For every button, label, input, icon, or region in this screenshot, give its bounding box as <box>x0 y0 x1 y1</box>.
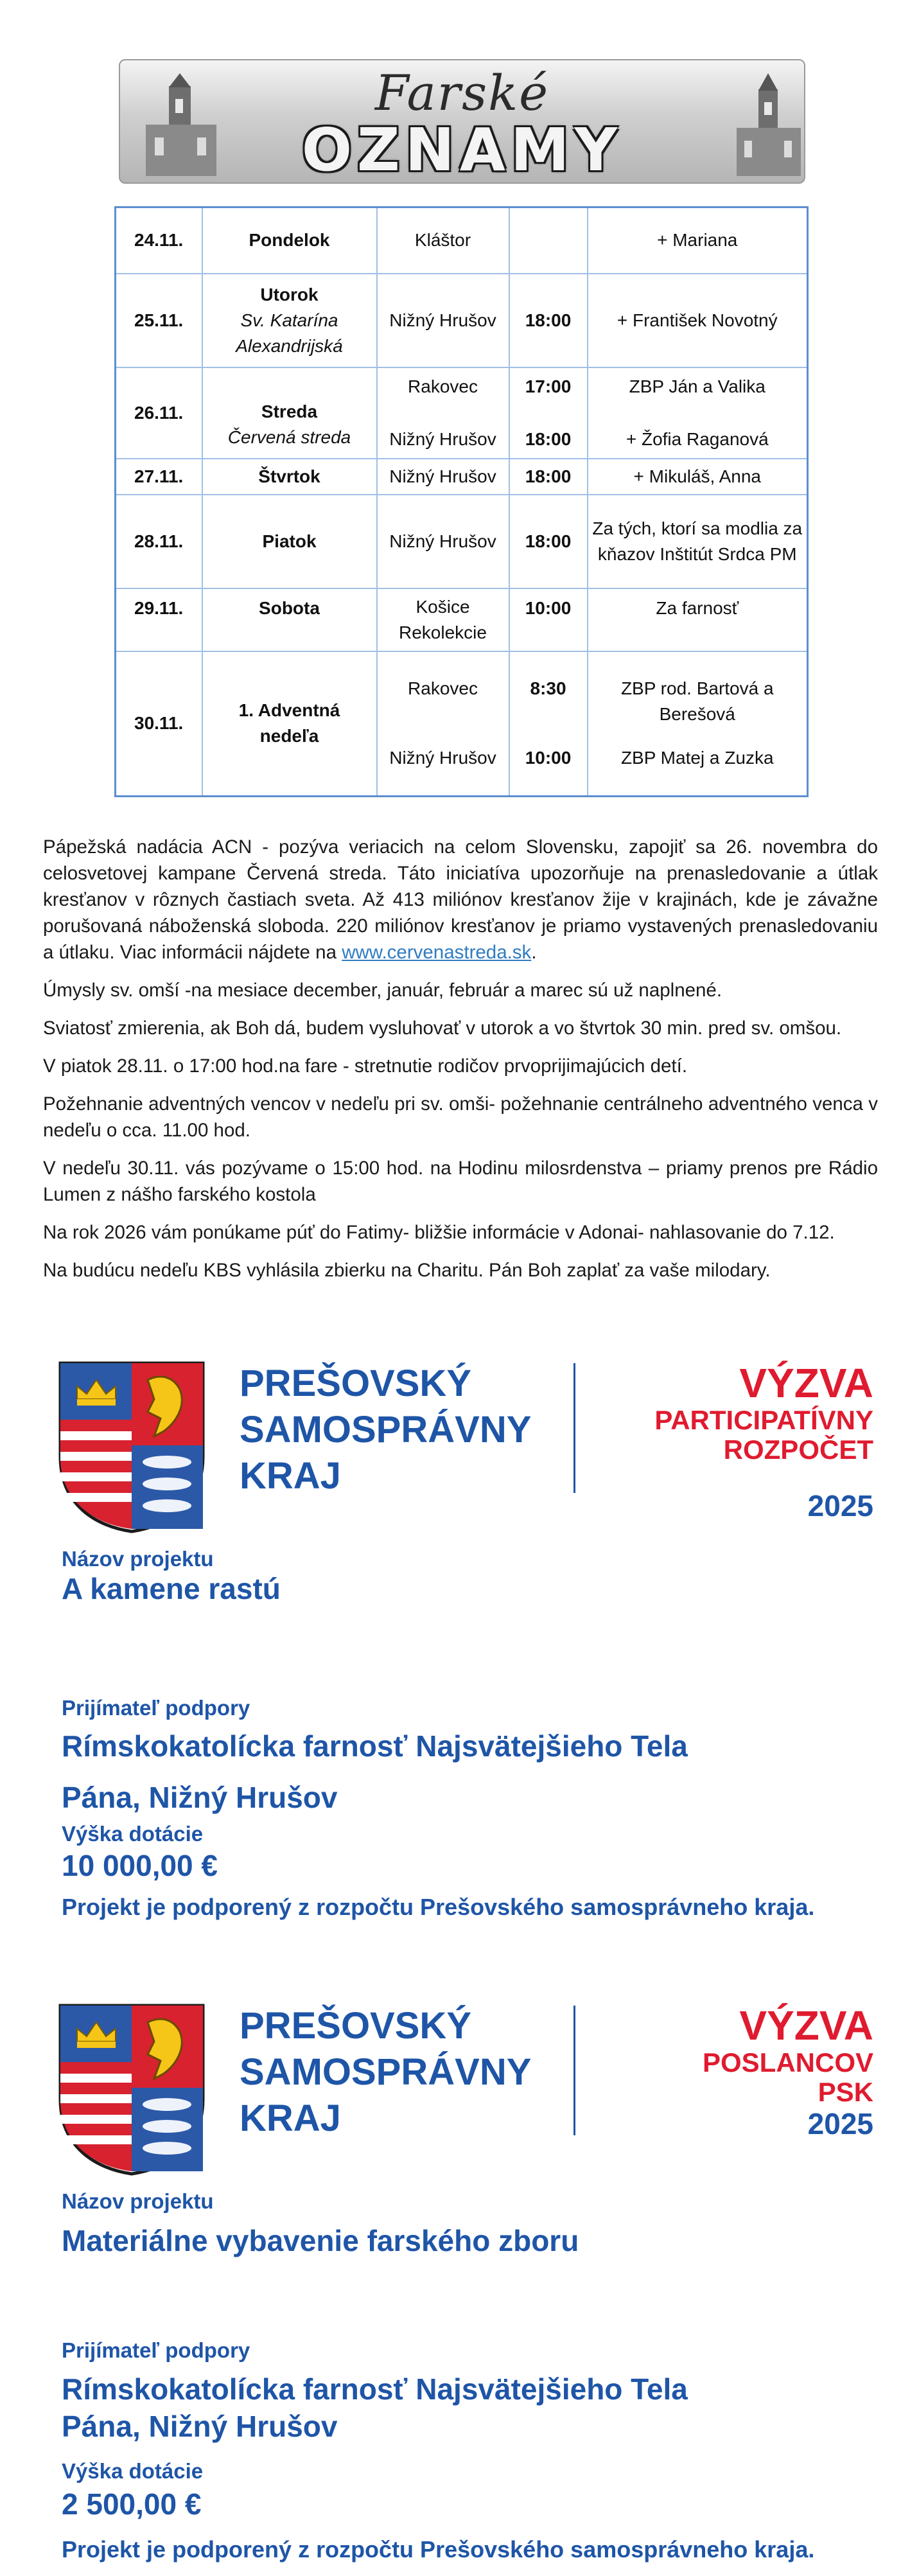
region-line: SAMOSPRÁVNY <box>240 2051 532 2093</box>
call-title <box>703 2003 873 2140</box>
intention-second: ZBP Matej a Zuzka <box>620 748 774 768</box>
call-line-3: PSK <box>818 2077 873 2107</box>
row-day <box>202 459 377 495</box>
announcement-fatima: Na rok 2026 vám ponúkame púť do Fatimy- bližšie informácie v Adonai- nahlasovanie do 7.12. <box>43 1222 835 1243</box>
row-intention <box>588 651 808 797</box>
recipient-label: Prijímateľ podpory <box>62 1696 250 1720</box>
cervena-streda-link[interactable]: www.cervenastreda.sk <box>342 942 532 963</box>
table-row <box>116 495 808 588</box>
psk-coat-of-arms-icon <box>58 1361 206 1534</box>
support-footer: Projekt je podporený z rozpočtu Prešovského samosprávneho kraja. <box>62 1894 815 1920</box>
announcement-acn-end: . <box>531 942 537 963</box>
mass-schedule-table <box>114 206 809 797</box>
row-day <box>202 367 377 459</box>
row-date: 25.11. <box>116 274 202 367</box>
call-year: 2025 <box>807 1489 873 1522</box>
header-caps-word: OZNAMY <box>301 116 623 184</box>
recipient-name <box>62 2370 688 2445</box>
region-name <box>240 1361 531 1499</box>
row-date: 28.11. <box>116 495 202 588</box>
row-date: 29.11. <box>116 588 202 651</box>
divider <box>573 2006 575 2135</box>
psk-grant-deputies <box>58 2003 873 2568</box>
recipient-line: Pána, Nižný Hrušov <box>62 1781 338 1814</box>
row-intention <box>588 367 808 459</box>
divider <box>573 1363 575 1493</box>
amount-value: 10 000,00 € <box>62 1849 218 1882</box>
region-line: KRAJ <box>240 2097 341 2139</box>
row-day <box>202 207 377 274</box>
table-row <box>116 367 808 459</box>
row-time: 18:00 <box>509 495 588 588</box>
row-intention: + František Novotný <box>588 274 808 367</box>
day-name: Štvrtok <box>258 466 320 486</box>
table-row <box>116 459 808 495</box>
row-intention: + Mariana <box>588 207 808 274</box>
project-label: Názov projektu <box>62 1547 214 1571</box>
feast-name: Sv. Katarína Alexandrijská <box>236 310 343 356</box>
row-place: Košice Rekolekcie <box>377 588 509 651</box>
call-line-1: VÝZVA <box>739 2002 873 2049</box>
row-date: 24.11. <box>116 207 202 274</box>
row-time: 10:00 <box>509 588 588 651</box>
row-date: 30.11. <box>116 651 202 797</box>
table-row <box>116 207 808 274</box>
recipient-line: Pána, Nižný Hrušov <box>62 2410 338 2443</box>
place-first: Rakovec <box>408 678 478 699</box>
announcement-acn-text: Pápežská nadácia ACN - pozýva veriacich na celom Slovensku, zapojiť sa 26. novembra do celosvetovej kampane Červená streda. Táto iniciatíva upozorňuje na prenasledovanie a útlak kresťanov v rôznych častiach sveta. Až 413 miliónov kresťanov žije v krajinách, kde je závažne porušovaná náboženská sloboda. 220 miliónov kresťanov je priamo vystavených prenasledovaniu a útlaku. Viac informácii nájdete na <box>43 836 878 963</box>
row-place: Nižný Hrušov <box>377 274 509 367</box>
project-name: Materiálne vybavenie farského zboru <box>62 2224 579 2257</box>
row-time: 18:00 <box>509 459 588 495</box>
announcement-mass-intentions: Úmysly sv. omší -na mesiace december, január, február a marec sú už naplnené. <box>43 980 722 1001</box>
row-day <box>202 495 377 588</box>
day-name: Piatok <box>262 531 317 551</box>
row-date: 26.11. <box>116 367 202 459</box>
row-place <box>377 651 509 797</box>
psk-grant-participative <box>58 1361 873 1926</box>
recipient-line: Rímskokatolícka farnosť Najsvätejšieho Tela <box>62 2372 688 2406</box>
time-first: 8:30 <box>530 678 566 699</box>
call-title <box>654 1361 873 1522</box>
place-second: Nižný Hrušov <box>389 428 496 449</box>
header-banner <box>119 59 805 184</box>
place-second: Nižný Hrušov <box>389 748 496 768</box>
call-line-2: POSLANCOV <box>702 2047 873 2078</box>
row-day <box>202 588 377 651</box>
region-line: PREŠOVSKÝ <box>240 2005 471 2047</box>
row-intention: + Mikuláš, Anna <box>588 459 808 495</box>
amount-label: Výška dotácie <box>62 2459 204 2483</box>
day-name: Utorok <box>260 284 319 304</box>
feast-name: Červená streda <box>227 427 351 447</box>
project-name: A kamene rastú <box>62 1572 281 1605</box>
call-line-1: VÝZVA <box>739 1360 873 1406</box>
row-time: 18:00 <box>509 274 588 367</box>
announcement-charity: Na budúcu nedeľu KBS vyhlásila zbierku na Charitu. Pán Boh zaplať za vaše milodary. <box>43 1260 771 1281</box>
row-place: Kláštor <box>377 207 509 274</box>
time-first: 17:00 <box>525 376 572 396</box>
call-line-2: PARTICIPATÍVNY <box>654 1405 873 1435</box>
time-second: 10:00 <box>525 748 572 768</box>
intention-first: ZBP rod. Bartová a Berešová <box>620 678 774 725</box>
support-footer: Projekt je podporený z rozpočtu Prešovského samosprávneho kraja. <box>62 2536 815 2563</box>
row-time <box>509 651 588 797</box>
time-second: 18:00 <box>525 428 572 449</box>
row-place: Nižný Hrušov <box>377 459 509 495</box>
intention-first: ZBP Ján a Valika <box>629 376 766 396</box>
day-name: Streda <box>261 401 318 421</box>
announcement-advent-wreaths: Požehnanie adventných vencov v nedeľu pri sv. omši- požehnanie centrálneho adventného venca v nedeľu o cca. 11.00 hod. <box>43 1093 878 1141</box>
row-intention: Za farnosť <box>588 588 808 651</box>
region-line: SAMOSPRÁVNY <box>240 1409 532 1451</box>
psk-coat-of-arms-icon <box>58 2003 206 2176</box>
row-place: Nižný Hrušov <box>377 495 509 588</box>
call-line-3: ROZPOČET <box>723 1434 873 1465</box>
row-day <box>202 651 377 797</box>
table-row <box>116 274 808 367</box>
recipient-label: Prijímateľ podpory <box>62 2338 250 2362</box>
announcement-confession: Sviatosť zmierenia, ak Boh dá, budem vysluhovať v utorok a vo štvrtok 30 min. pred sv. omšou. <box>43 1018 842 1039</box>
announcement-parents-meeting: V piatok 28.11. o 17:00 hod.na fare - stretnutie rodičov prvoprijimajúcich detí. <box>43 1055 688 1077</box>
table-row <box>116 588 808 651</box>
day-name: 1. Adventná nedeľa <box>238 700 340 746</box>
announcements <box>43 834 878 1295</box>
day-name: Sobota <box>259 597 320 618</box>
project-label: Názov projektu <box>62 2189 214 2213</box>
day-name: Pondelok <box>249 230 330 251</box>
table-row <box>116 651 808 797</box>
row-time <box>509 367 588 459</box>
recipient-line: Rímskokatolícka farnosť Najsvätejšieho Tela <box>62 1729 688 1763</box>
region-line: PREŠOVSKÝ <box>240 1363 471 1404</box>
header-script-word: Farské <box>374 64 550 121</box>
row-day <box>202 274 377 367</box>
call-year: 2025 <box>807 2107 873 2140</box>
row-date: 27.11. <box>116 459 202 495</box>
announcement-acn <box>43 834 878 966</box>
row-place <box>377 367 509 459</box>
row-intention: Za tých, ktorí sa modlia za kňazov Inštitút Srdca PM <box>588 495 808 588</box>
row-time <box>509 207 588 274</box>
amount-value: 2 500,00 € <box>62 2487 202 2521</box>
recipient-name <box>62 1720 688 1823</box>
region-line: KRAJ <box>240 1455 341 1497</box>
intention-second: + Žofia Raganová <box>626 428 769 449</box>
region-name <box>240 2003 531 2142</box>
announcement-hour-of-mercy: V nedeľu 30.11. vás pozývame o 15:00 hod. na Hodinu milosrdenstva – priamy prenos pre Rádio Lumen z nášho farského kostola <box>43 1158 878 1205</box>
amount-label: Výška dotácie <box>62 1822 204 1846</box>
place-first: Rakovec <box>408 376 478 396</box>
